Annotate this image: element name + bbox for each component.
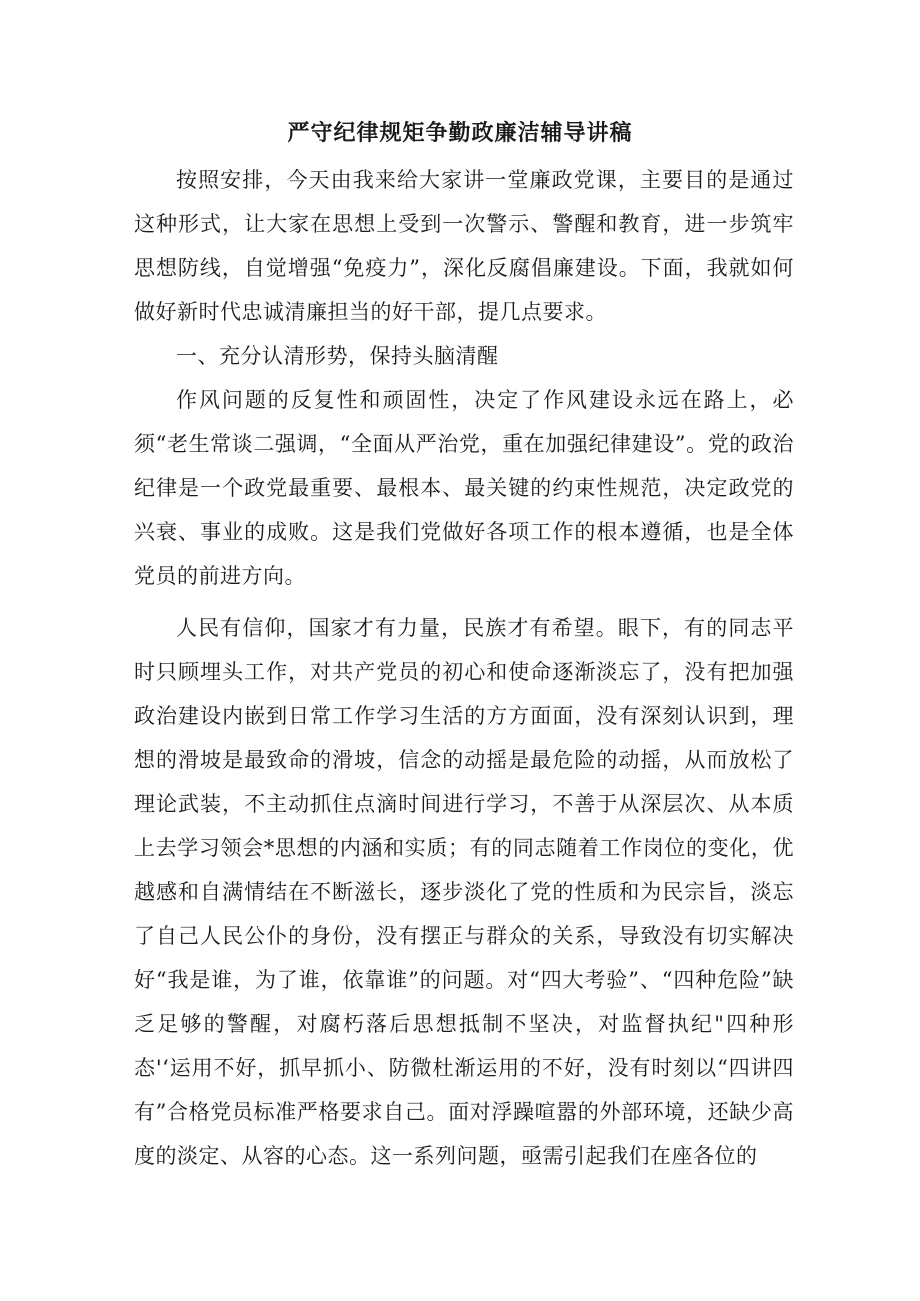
body-paragraph-2: 人民有信仰，国家才有力量，民族才有希望。眼下，有的同志平时只顾埋头工作，对共产党员的初心和使命逐渐淡忘了，没有把加强政治建设内嵌到日常工作学习生活的方方面面，没有深刻认识到，理想的滑坡是最致命的滑坡，信念的动摇是最危险的动摇，从而放松了理论武装，不主动抓住点滴时间进行学习，不善于从深层次、从本质上去学习领会*思想的内涵和实质；有的同志随着工作岗位的变化，优越感和自满情结在不断滋长，逐步淡化了党的性质和为民宗旨，淡忘了自己人民公仆的身份，没有摆正与群众的关系，导致没有切实解决好“我是谁，为了谁，依靠谁”的问题。对“四大考验”、“四种危险”缺乏足够的警醒，对腐朽落后思想抵制不坚决，对监督执纪"四种形态'‘运用不好，抓早抓小、防微杜渐运用的不好，没有时刻以“四讲四有”合格党员标准严格要求自己。面对浮躁喧嚣的外部环境，还缺少高度的淡定、从容的心态。这一系列问题，亟需引起我们在座各位的 (134, 616, 794, 1168)
document-body (134, 158, 794, 1178)
body-paragraph-1: 作风问题的反复性和顽固性，决定了作风建设永远在路上，必须“老生常谈二强调，“全面从严治党，重在加强纪律建设”。党的政治纪律是一个政党最重要、最根本、最关键的约束性规范，决定政党的兴衰、事业的成败。这是我们党做好各项工作的根本遵循，也是全体党员的前进方向。 (134, 388, 794, 588)
section-heading-1: 一、充分认清形势，保持头脑清醒 (176, 344, 499, 368)
intro-paragraph: 按照安排，今天由我来给大家讲一堂廉政党课，主要目的是通过这种形式，让大家在思想上受到一次警示、警醒和教育，进一步筑牢思想防线，自觉增强“免疫力”，深化反腐倡廉建设。下面，我就如何做好新时代忠诚清廉担当的好干部，提几点要求。 (134, 168, 794, 324)
document-title: 严守纪律规矩争勤政廉洁辅导讲稿 (287, 120, 633, 146)
